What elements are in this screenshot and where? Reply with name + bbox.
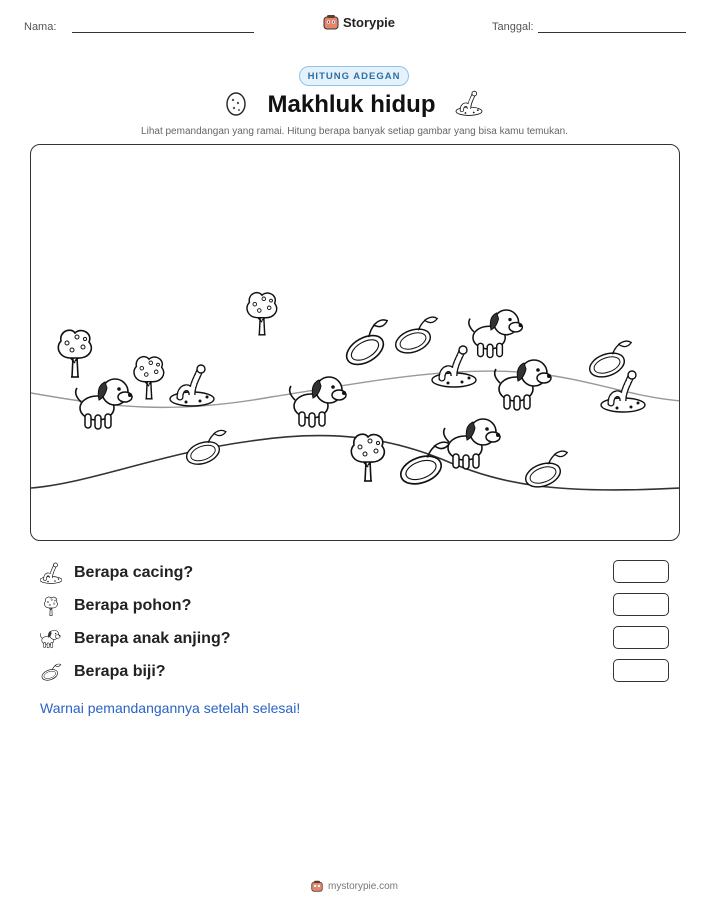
- activity-badge: HITUNG ADEGAN: [299, 66, 409, 86]
- answer-box-seeds[interactable]: [613, 659, 669, 682]
- tree-icon: [40, 595, 62, 617]
- question-seeds: [40, 658, 166, 686]
- answer-box-trees[interactable]: [613, 593, 669, 616]
- brand-name: Storypie: [343, 14, 396, 30]
- puppy-1: [76, 379, 132, 429]
- tree-2: [58, 330, 91, 377]
- answer-box-worms[interactable]: [613, 560, 669, 583]
- worm-2: [432, 346, 476, 387]
- question-text: Berapa biji?: [74, 663, 166, 680]
- puppy-5: [444, 419, 500, 469]
- counting-scene: [30, 144, 680, 541]
- question-trees: [40, 592, 191, 620]
- answer-box-puppies[interactable]: [613, 626, 669, 649]
- worm-1: [170, 365, 214, 406]
- seed-3: [184, 430, 226, 468]
- question-text: Berapa cacing?: [74, 564, 194, 581]
- brand-logo: [323, 14, 395, 30]
- name-label: Nama:: [24, 21, 57, 33]
- tree-4: [351, 434, 384, 481]
- worm-3: [601, 371, 645, 412]
- tree-3: [134, 357, 164, 399]
- puppy-3: [469, 310, 523, 358]
- storypie-icon: [311, 880, 323, 892]
- seed-6: [586, 341, 631, 381]
- tree-1: [247, 293, 277, 335]
- seed-4: [397, 442, 449, 489]
- footer: [0, 880, 709, 892]
- worm-icon: [454, 90, 484, 116]
- seed-1: [338, 319, 395, 372]
- seed-icon: [40, 661, 62, 683]
- scene-illustration: [31, 145, 680, 541]
- instructions: Lihat pemandangan yang ramai. Hitung berapa banyak setiap gambar yang bisa kamu temukan.: [141, 126, 568, 137]
- puppy-4: [495, 360, 551, 410]
- name-line[interactable]: [72, 32, 254, 33]
- question-puppies: [40, 625, 231, 653]
- seed-2: [392, 317, 437, 357]
- question-text: Berapa pohon?: [74, 597, 192, 614]
- egg-icon: [225, 90, 247, 116]
- worm-icon: [40, 562, 62, 584]
- page-title: [0, 90, 709, 119]
- seed-5: [522, 451, 567, 491]
- footer-url[interactable]: mystorypie.com: [327, 880, 398, 892]
- question-text: Berapa anak anjing?: [74, 630, 231, 647]
- date-line[interactable]: [538, 32, 686, 33]
- storypie-icon: [323, 14, 339, 30]
- date-label: Tanggal:: [492, 21, 534, 33]
- question-worms: [40, 559, 193, 587]
- title-text: Makhluk hidup: [267, 91, 436, 118]
- puppy-2: [290, 377, 346, 427]
- puppy-icon: [40, 628, 62, 650]
- coloring-note: Warnai pemandangannya setelah selesai!: [40, 700, 301, 716]
